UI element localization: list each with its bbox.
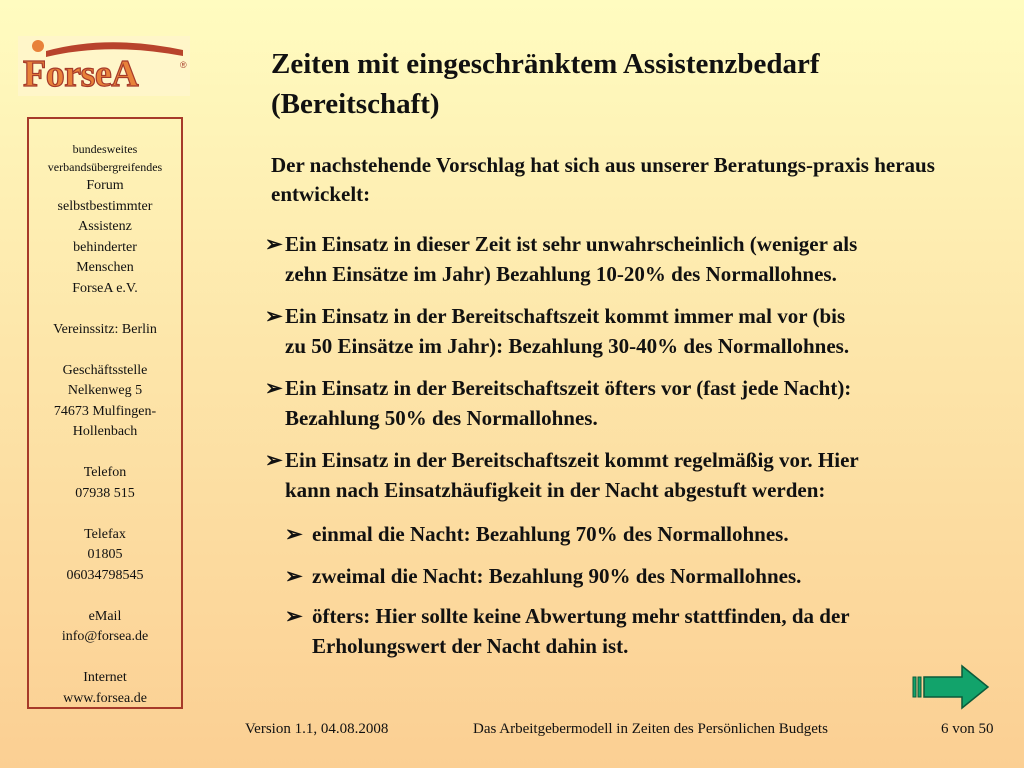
sidebar-phone: 07938 515: [75, 485, 135, 501]
sidebar-line: Menschen: [76, 260, 134, 275]
sidebar-fax-label: Telefax: [84, 526, 126, 542]
sidebar-street: Nelkenweg 5: [67, 383, 143, 398]
sidebar-email: info@forsea.de: [61, 629, 149, 644]
arrow-bullet-icon: ➢: [285, 564, 303, 588]
sidebar-web: www.forsea.de: [63, 690, 147, 706]
bullet-text-line: Ein Einsatz in der Bereitschaftszeit öfters vor (fast jede Nacht):: [285, 376, 852, 400]
footer-topic: Das Arbeitgebermodell in Zeiten des Persönlichen Budgets: [473, 721, 828, 737]
sidebar-fax: 01805: [87, 547, 123, 562]
sub-bullet-item: [285, 561, 985, 591]
sidebar-web-label: Internet: [83, 670, 127, 685]
bullet-text-line: Ein Einsatz in dieser Zeit ist sehr unwahrscheinlich (weniger als: [285, 232, 858, 256]
sidebar-email-label: eMail: [88, 608, 122, 624]
sidebar-gap: [29, 586, 181, 607]
bullet-item: [265, 229, 1005, 289]
sidebar-line: bundesweites: [72, 142, 138, 156]
sub-bullet-item: [285, 601, 985, 661]
bullet-text-line: Bezahlung 50% des Normallohnes.: [285, 406, 598, 430]
sub-bullet-item: [285, 519, 985, 549]
bullet-text-line: kann nach Einsatzhäufigkeit in der Nacht abgestuft werden:: [285, 478, 826, 502]
next-arrow-icon: [912, 664, 992, 710]
sidebar-gap: [29, 340, 181, 361]
sidebar-gap: [29, 299, 181, 320]
sidebar-line: selbstbestimmter: [57, 198, 153, 214]
footer-version: Version 1.1, 04.08.2008: [245, 721, 389, 737]
arrow-bullet-icon: ➢: [265, 448, 283, 472]
logo-wordmark: ForseA: [23, 53, 139, 95]
arrow-bullet-icon: ➢: [285, 604, 303, 628]
bullet-text-line: zehn Einsätze im Jahr) Bezahlung 10-20% des Normallohnes.: [285, 262, 837, 286]
arrow-bullet-icon: ➢: [265, 376, 283, 400]
arrow-bullet-icon: ➢: [285, 522, 303, 546]
sub-bullet-text-line: einmal die Nacht: Bezahlung 70% des Normallohnes.: [312, 522, 789, 546]
sidebar-gap: [29, 504, 181, 525]
slide-title: Zeiten mit eingeschränktem Assistenzbedarf (Bereitschaft): [271, 48, 820, 120]
arrow-bullet-icon: ➢: [265, 232, 283, 256]
sidebar-seat: Vereinssitz: Berlin: [53, 321, 157, 337]
sub-bullet-text-line: zweimal die Nacht: Bezahlung 90% des Normallohnes.: [312, 564, 802, 588]
bullet-text-line: zu 50 Einsätze im Jahr): Bezahlung 30-40% des Normallohnes.: [285, 334, 850, 358]
sidebar-gap: [29, 648, 181, 669]
sidebar-office-label: Geschäftsstelle: [62, 362, 148, 378]
next-slide-button[interactable]: [912, 664, 992, 715]
forsea-logo: [18, 36, 190, 96]
sidebar-org-name: ForseA e.V.: [72, 280, 138, 296]
sidebar-city: Hollenbach: [72, 424, 138, 439]
sidebar-line: verbandsübergreifendes: [47, 160, 163, 174]
forsea-logo-graphic: [18, 36, 190, 96]
sidebar-city: 74673 Mulfingen-: [53, 403, 157, 419]
slide-intro: Der nachstehende Vorschlag hat sich aus unserer Beratungs-praxis heraus entwickelt:: [271, 153, 935, 206]
arrow-bullet-icon: ➢: [265, 304, 283, 328]
sidebar-line: Assistenz: [78, 219, 132, 234]
bullet-item: [265, 445, 1005, 505]
sidebar-line: Forum: [86, 178, 124, 193]
sub-bullet-text-line: öfters: Hier sollte keine Abwertung mehr stattfinden, da der: [312, 604, 850, 628]
bullet-item: [265, 301, 1005, 361]
bullet-text-line: Ein Einsatz in der Bereitschaftszeit kommt regelmäßig vor. Hier: [285, 448, 859, 472]
bullet-item: [265, 373, 1005, 433]
footer-page-number: 6 von 50: [941, 721, 994, 737]
sub-bullet-text-line: Erholungswert der Nacht dahin ist.: [312, 634, 629, 658]
sidebar-phone-label: Telefon: [83, 465, 127, 480]
registered-mark: ®: [180, 60, 187, 70]
logo-figure-head: [32, 40, 44, 52]
bullet-text-line: Ein Einsatz in der Bereitschaftszeit kommt immer mal vor (bis: [285, 304, 846, 328]
sidebar-line: behinderter: [73, 239, 137, 255]
sidebar-fax: 06034798545: [66, 567, 144, 583]
sidebar-contact-box: [27, 117, 183, 709]
sidebar-gap: [29, 443, 181, 464]
